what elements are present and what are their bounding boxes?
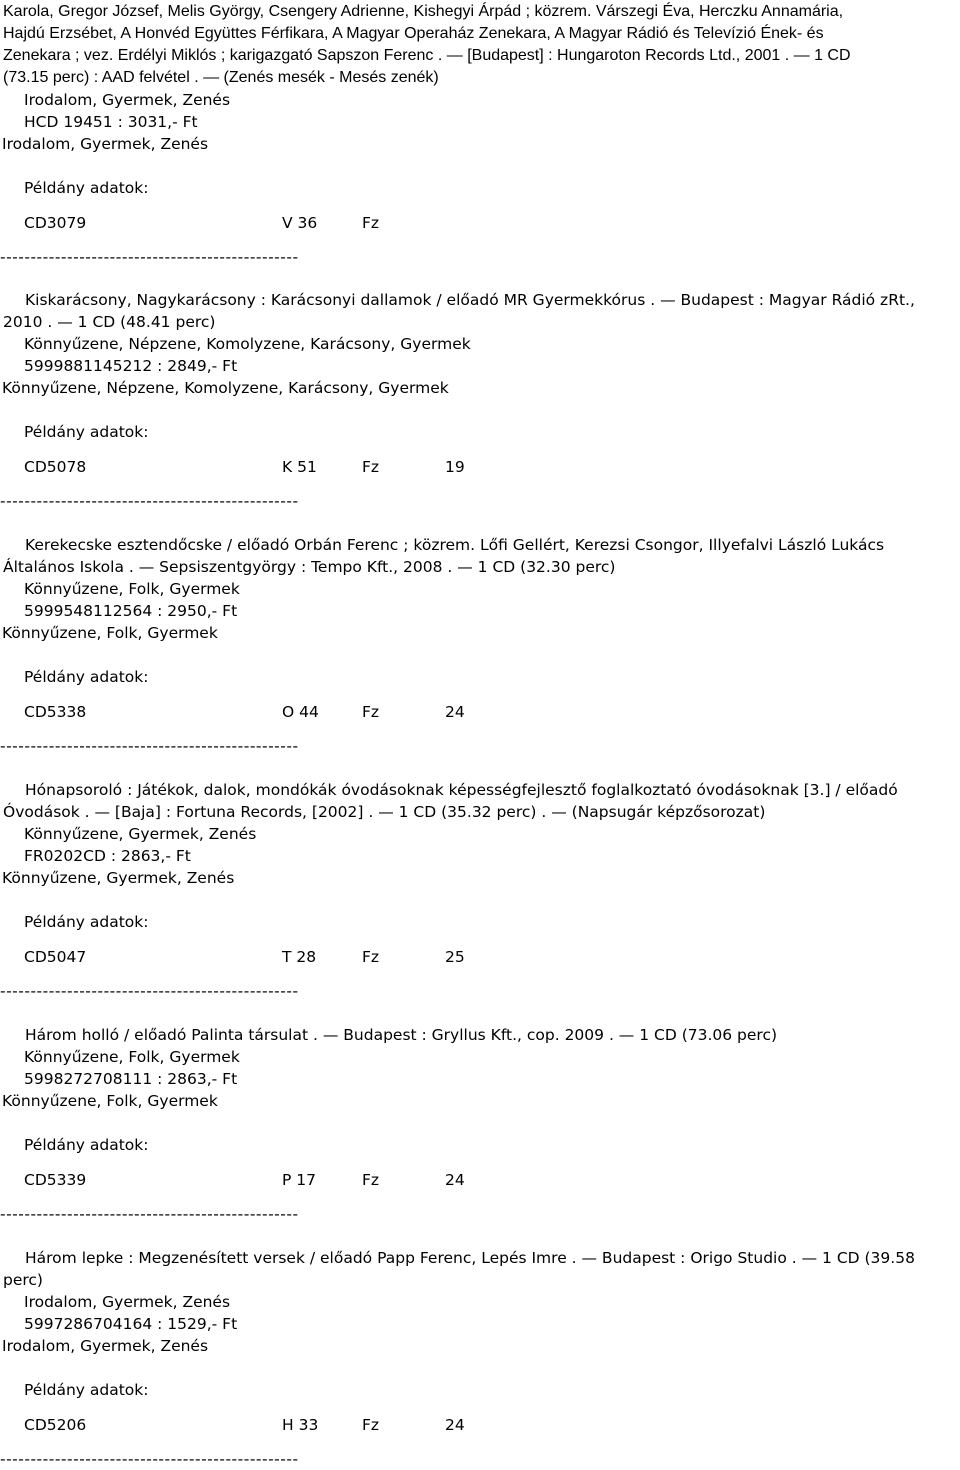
isbn-price: 5999548112564 : 2950,- Ft [24, 602, 238, 620]
entry-separator: ------------------------------------------------- [0, 248, 299, 266]
subject-terms: Könnyűzene, Folk, Gyermek [2, 1092, 218, 1110]
copy-location: P 17 [282, 1171, 316, 1189]
catalog-entry [0, 1247, 960, 1470]
description-line: Hajdú Erzsébet, A Honvéd Együttes Férfikara, A Magyar Operaház Zenekara, A Magyar Rádió és Televízió Ének- és [3, 25, 824, 42]
copy-row [0, 946, 960, 968]
copy-location: V 36 [282, 214, 318, 232]
entry-separator: ------------------------------------------------- [0, 1205, 299, 1223]
description-line: perc) [3, 1271, 43, 1289]
subject-terms-indented: Könnyűzene, Népzene, Komolyzene, Karácsony, Gyermek [24, 335, 471, 353]
catalog-entry [0, 534, 960, 757]
isbn-price: 5998272708111 : 2863,- Ft [24, 1070, 238, 1088]
entry-gap [0, 267, 960, 289]
isbn-price: 5997286704164 : 1529,- Ft [24, 1315, 238, 1333]
copy-number: 24 [445, 703, 465, 721]
copy-row [0, 701, 960, 723]
copy-id: CD5047 [24, 948, 87, 966]
copy-location: H 33 [282, 1416, 319, 1434]
copy-id: CD5339 [24, 1171, 87, 1189]
copy-location: K 51 [282, 458, 317, 476]
copy-id: CD5206 [24, 1416, 87, 1434]
copy-type: Fz [362, 948, 380, 966]
subject-terms-indented: Irodalom, Gyermek, Zenés [24, 1293, 231, 1311]
description-line: Három lepke : Megzenésített versek / előadó Papp Ferenc, Lepés Imre . — Budapest : Origo Studio . — 1 CD (39.58 [25, 1249, 915, 1267]
copy-row [0, 1414, 960, 1436]
copies-label: Példány adatok: [24, 1136, 149, 1154]
copy-type: Fz [362, 214, 380, 232]
copy-number: 24 [445, 1171, 465, 1189]
subject-terms-indented: Könnyűzene, Folk, Gyermek [24, 1048, 240, 1066]
subject-terms: Könnyűzene, Gyermek, Zenés [2, 869, 235, 887]
copy-type: Fz [362, 458, 380, 476]
copy-row [0, 212, 960, 234]
entry-gap [0, 1225, 960, 1247]
entry-description [0, 1024, 960, 1046]
copy-location: O 44 [282, 703, 319, 721]
subject-terms: Könnyűzene, Folk, Gyermek [2, 624, 218, 642]
description-line: Kerekecske esztendőcske / előadó Orbán Ferenc ; közrem. Lőfi Gellért, Kerezsi Csongor, Illyefalvi László Lukács [25, 536, 885, 554]
description-line: (73.15 perc) : AAD felvétel . — (Zenés mesék - Mesés zenék) [3, 69, 439, 86]
copy-row [0, 1169, 960, 1191]
description-line: Karola, Gregor József, Melis György, Csengery Adrienne, Kishegyi Árpád ; közrem. Várszegi Éva, Herczku Annamária, [3, 3, 844, 20]
entry-description [0, 1247, 960, 1291]
entry-separator: ------------------------------------------------- [0, 737, 299, 755]
copy-id: CD5078 [24, 458, 87, 476]
entry-description [0, 779, 960, 823]
subject-terms-indented: Könnyűzene, Gyermek, Zenés [24, 825, 257, 843]
catalog-entry [0, 1024, 960, 1225]
copies-label: Példány adatok: [24, 668, 149, 686]
entry-gap [0, 1002, 960, 1024]
copies-label: Példány adatok: [24, 179, 149, 197]
copy-number: 24 [445, 1416, 465, 1434]
copy-type: Fz [362, 703, 380, 721]
entry-gap [0, 757, 960, 779]
description-line: Óvodások . — [Baja] : Fortuna Records, [2002] . — 1 CD (35.32 perc) . — (Napsugár képzősorozat) [3, 803, 766, 821]
copy-type: Fz [362, 1171, 380, 1189]
copy-row [0, 456, 960, 478]
copies-label: Példány adatok: [24, 913, 149, 931]
isbn-price: FR0202CD : 2863,- Ft [24, 847, 191, 865]
description-line: Zenekara ; vez. Erdélyi Miklós ; karigazgató Sapszon Ferenc . — [Budapest] : Hungaroton Records Ltd., 2001 . — 1 CD [3, 47, 851, 64]
entry-separator: ------------------------------------------------- [0, 492, 299, 510]
description-line: Kiskarácsony, Nagykarácsony : Karácsonyi dallamok / előadó MR Gyermekkórus . — Budapest : Magyar Rádió zRt., [25, 291, 915, 309]
catalog-entry [0, 1, 960, 268]
entry-description [0, 289, 960, 333]
copy-location: T 28 [282, 948, 317, 966]
subject-terms: Irodalom, Gyermek, Zenés [2, 1337, 209, 1355]
copy-type: Fz [362, 1416, 380, 1434]
description-line: Általános Iskola . — Sepsiszentgyörgy : Tempo Kft., 2008 . — 1 CD (32.30 perc) [3, 558, 616, 576]
isbn-price: HCD 19451 : 3031,- Ft [24, 113, 198, 131]
catalog-entry [0, 289, 960, 512]
subject-terms-indented: Könnyűzene, Folk, Gyermek [24, 580, 240, 598]
subject-terms-indented: Irodalom, Gyermek, Zenés [24, 91, 231, 109]
copy-id: CD5338 [24, 703, 87, 721]
entry-description [0, 534, 960, 578]
entry-separator: ------------------------------------------------- [0, 982, 299, 1000]
copies-label: Példány adatok: [24, 1381, 149, 1399]
copy-number: 25 [445, 948, 465, 966]
entry-separator: ------------------------------------------------- [0, 1450, 299, 1468]
subject-terms: Irodalom, Gyermek, Zenés [2, 135, 209, 153]
entry-gap [0, 512, 960, 534]
copy-number: 19 [445, 458, 465, 476]
copy-id: CD3079 [24, 214, 87, 232]
subject-terms: Könnyűzene, Népzene, Komolyzene, Karácsony, Gyermek [2, 379, 449, 397]
description-line: Hónapsoroló : Játékok, dalok, mondókák óvodásoknak képességfejlesztő foglalkoztató óvodásoknak [3.] / előadó [25, 781, 898, 799]
description-line: Három holló / előadó Palinta társulat . — Budapest : Gryllus Kft., cop. 2009 . — 1 CD (73.06 perc) [25, 1026, 778, 1044]
catalog-entry [0, 779, 960, 1002]
entry-description [0, 1, 960, 89]
isbn-price: 5999881145212 : 2849,- Ft [24, 357, 238, 375]
description-line: 2010 . — 1 CD (48.41 perc) [3, 313, 216, 331]
copies-label: Példány adatok: [24, 423, 149, 441]
